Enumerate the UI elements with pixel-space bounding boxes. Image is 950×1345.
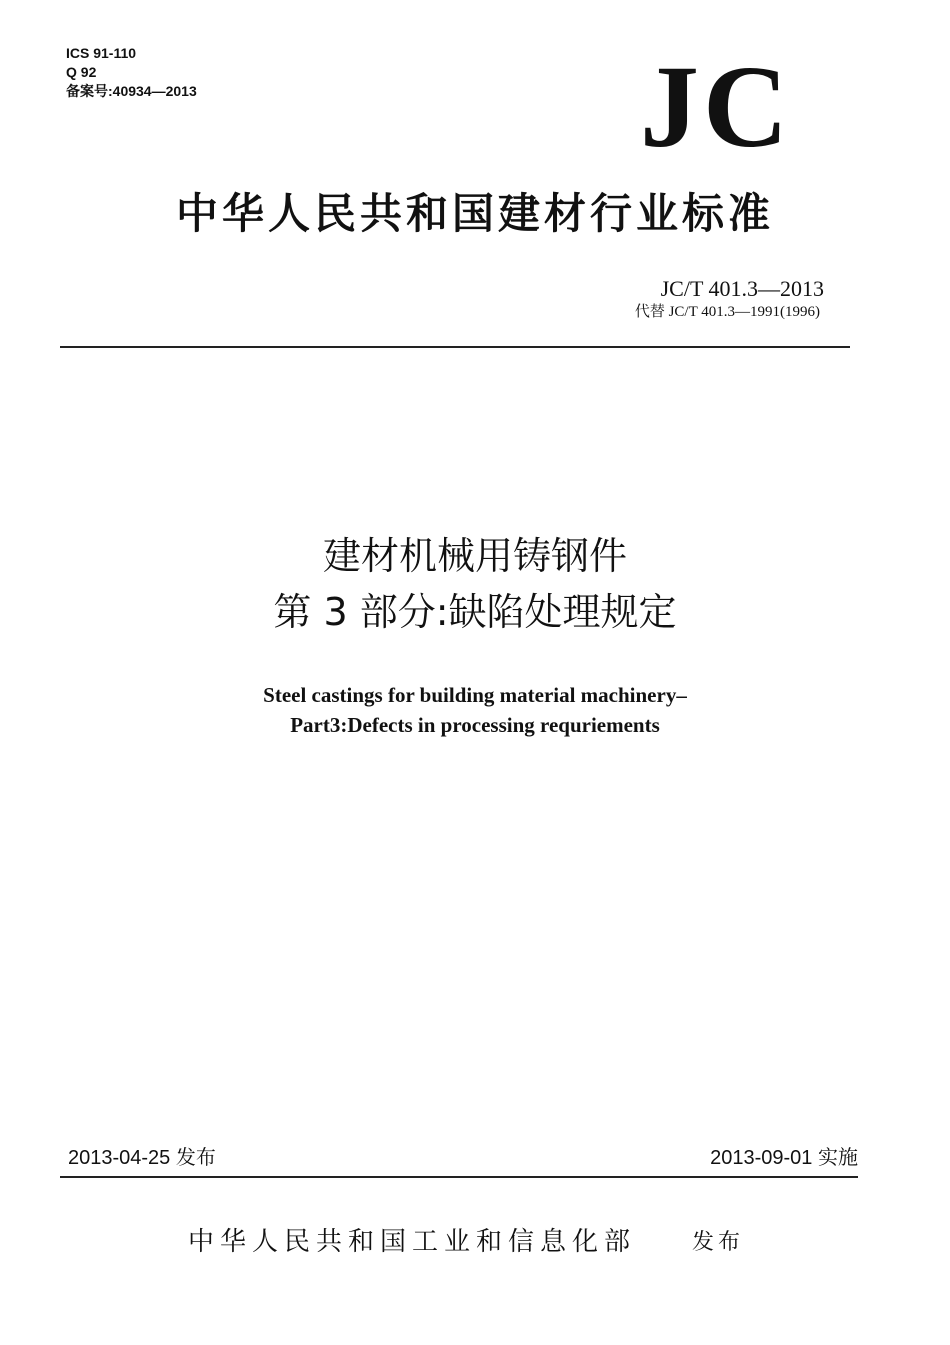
effective-date: 2013-09-01 实施 [710, 1147, 858, 1169]
ics-code: ICS 91-110 [66, 45, 137, 61]
publisher-name: 中华人民共和国工业和信息化部 [188, 1227, 637, 1257]
ccs-code: Q 92 [66, 64, 97, 80]
replaces-note: 代替 JC/T 401.3—1991(1996) [634, 304, 820, 320]
standard-code: JC/T 401.3—2013 [660, 276, 824, 301]
jc-logo: JC [640, 41, 793, 172]
english-title-line2: Part3:Defects in processing requriements [290, 713, 660, 737]
chinese-title-line2: 第 3 部分:缺陷处理规定 [273, 590, 677, 634]
classification-block [66, 44, 197, 101]
standard-category-title: 中华人民共和国建材行业标准 [175, 189, 774, 238]
chinese-title-line1: 建材机械用铸钢件 [322, 534, 627, 578]
bottom-divider [60, 1176, 858, 1178]
english-title-line1: Steel castings for building material machinery– [263, 683, 687, 707]
issue-date: 2013-04-25 发布 [68, 1147, 216, 1169]
publish-label: 发布 [692, 1230, 745, 1255]
filing-number: 备案号:40934—2013 [66, 83, 197, 99]
top-divider [60, 346, 850, 348]
